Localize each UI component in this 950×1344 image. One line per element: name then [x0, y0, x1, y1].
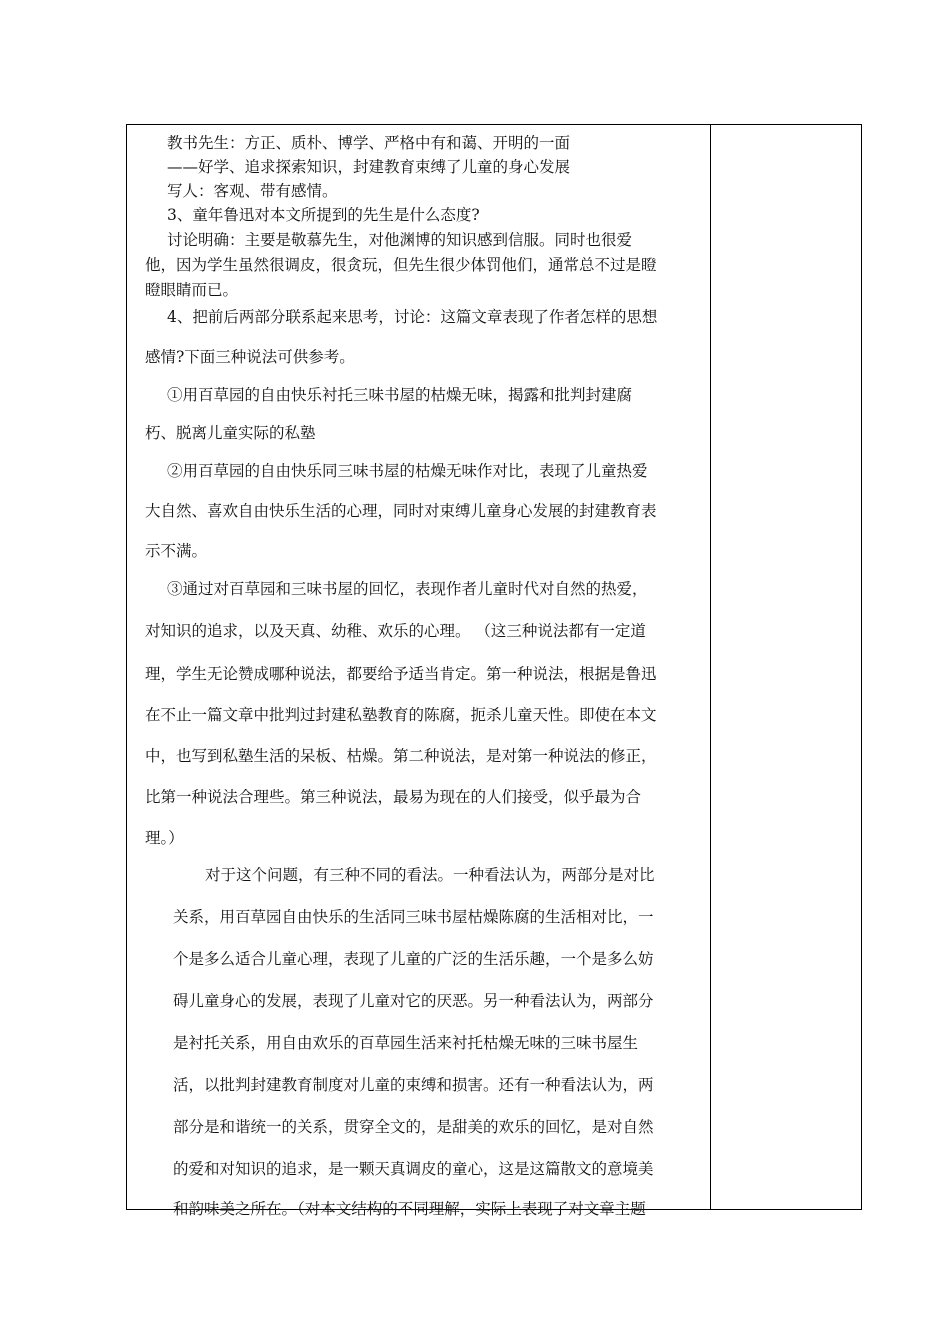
text-line: 教书先生：方正、质朴、博学、严格中有和蔼、开明的一面: [167, 134, 571, 152]
text-line: 朽、脱离儿童实际的私塾: [145, 424, 316, 442]
text-line: 碍儿童身心的发展，表现了儿童对它的厌恶。另一种看法认为，两部分: [173, 992, 654, 1010]
text-line: 关系，用百草园自由快乐的生活同三味书屋枯燥陈腐的生活相对比，一: [173, 908, 654, 926]
text-line: 3、童年鲁迅对本文所提到的先生是什么态度?: [167, 206, 480, 224]
text-line: 瞪眼睛而已。: [145, 281, 239, 299]
text-line: 的爱和对知识的追求，是一颗天真调皮的童心，这是这篇散文的意境美: [173, 1160, 654, 1178]
text-line: 4、把前后两部分联系起来思考，讨论：这篇文章表现了作者怎样的思想: [167, 308, 658, 326]
lesson-table: [126, 124, 862, 1218]
text-line: 对于这个问题，有三种不同的看法。一种看法认为，两部分是对比: [205, 866, 655, 884]
text-line: 示不满。: [145, 542, 208, 560]
text-line: 和韵味美之所在。（对本文结构的不同理解，实际上表现了对文章主题: [173, 1200, 646, 1218]
text-line: 部分是和谐统一的关系，贯穿全文的，是甜美的欢乐的回忆，是对自然: [173, 1118, 654, 1136]
text-line: 个是多么适合儿童心理，表现了儿童的广泛的生活乐趣，一个是多么妨: [173, 950, 654, 968]
text-line: 活，以批判封建教育制度对儿童的束缚和损害。还有一种看法认为，两: [173, 1076, 654, 1094]
text-line: ——好学、追求探索知识，封建教育束缚了儿童的身心发展: [167, 158, 571, 176]
text-line: 讨论明确：主要是敬慕先生，对他渊博的知识感到信服。同时也很爱: [167, 231, 633, 249]
text-line: 中，也写到私塾生活的呆板、枯燥。第二种说法，是对第一种说法的修正，: [145, 747, 657, 765]
text-line: 理，学生无论赞成哪种说法，都要给予适当肯定。第一种说法，根据是鲁迅: [145, 665, 657, 683]
text-line: 写人：客观、带有感情。: [167, 182, 338, 200]
text-line: 是衬托关系，用自由欢乐的百草园生活来衬托枯燥无味的三味书屋生: [173, 1034, 639, 1052]
text-line: ②用百草园的自由快乐同三味书屋的枯燥无味作对比，表现了儿童热爱: [167, 462, 648, 480]
text-line: 他，因为学生虽然很调皮，很贪玩，但先生很少体罚他们，通常总不过是瞪: [145, 256, 657, 274]
text-line: 比第一种说法合理些。第三种说法，最易为现在的人们接受，似乎最为合: [145, 788, 642, 806]
text-line: 感情?下面三种说法可供参考。: [145, 348, 355, 366]
side-cell: [711, 125, 861, 1209]
text-line: 大自然、喜欢自由快乐生活的心理，同时对束缚儿童身心发展的封建教育表: [145, 502, 657, 520]
text-line: 理。）: [145, 829, 184, 847]
text-line: ③通过对百草园和三味书屋的回忆，表现作者儿童时代对自然的热爱，: [167, 580, 648, 598]
text-line: 在不止一篇文章中批判过封建私塾教育的陈腐，扼杀儿童天性。即使在本文: [145, 706, 657, 724]
text-line: ①用百草园的自由快乐衬托三味书屋的枯燥无味，揭露和批判封建腐: [167, 386, 633, 404]
text-line: 对知识的追求，以及天真、幼稚、欢乐的心理。 （这三种说法都有一定道: [145, 622, 646, 640]
